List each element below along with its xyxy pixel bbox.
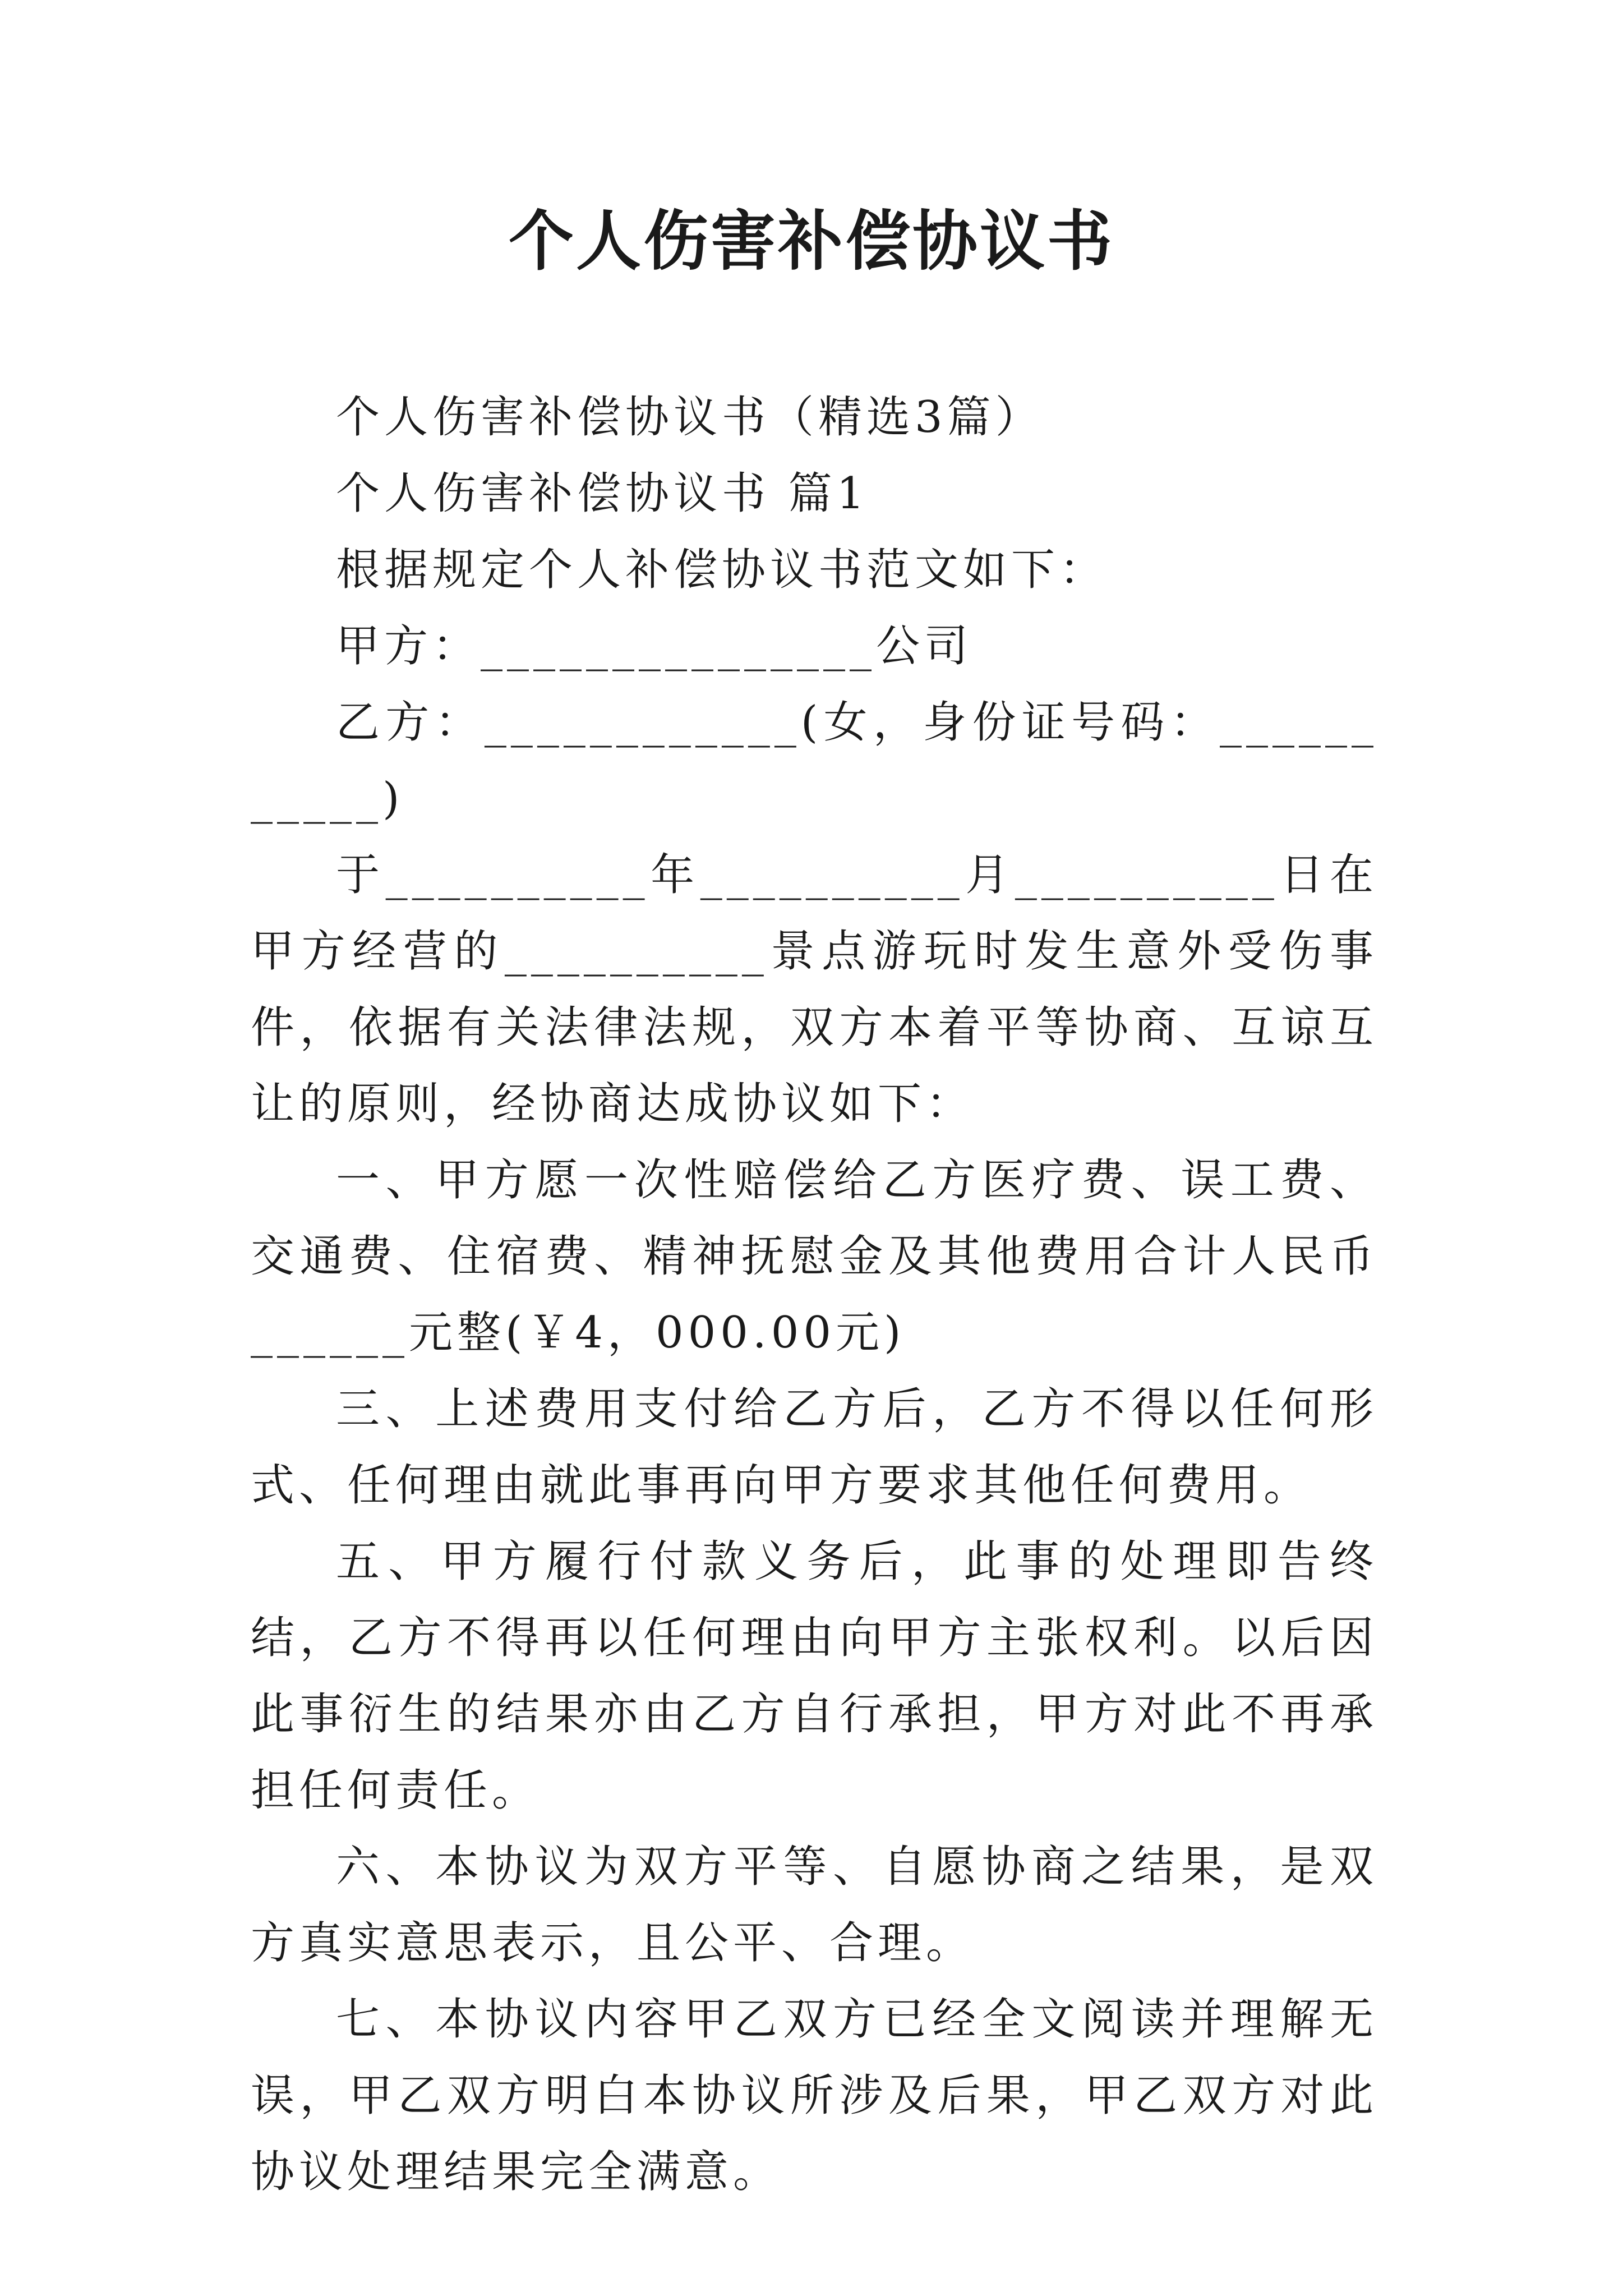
- paragraph-clause-3: 三、上述费用支付给乙方后，乙方不得以任何形式、任何理由就此事再向甲方要求其他任何费用。: [251, 1384, 1378, 1511]
- paragraph-incident: 于__________年__________月__________日在甲方经营的__________景点游玩时发生意外受伤事件，依据有关法律法规，双方本着平等协商、互谅互让的原则，经协商达成协议如下：: [251, 850, 1378, 1129]
- paragraph-party-b: 乙方：____________(女，身份证号码：___________): [251, 697, 1378, 824]
- paragraph-party-a: 甲方：_______________公司: [336, 621, 973, 671]
- document-body: [251, 379, 1378, 2210]
- paragraph-intro: 根据规定个人补偿协议书范文如下：: [336, 545, 1108, 595]
- paragraph-clause-7: 七、本协议内容甲乙双方已经全文阅读并理解无误，甲乙双方明白本协议所涉及后果，甲乙双方对此协议处理结果完全满意。: [251, 1994, 1378, 2197]
- paragraph-subtitle: 个人伤害补偿协议书（精选3篇）: [336, 392, 1044, 443]
- paragraph-section-heading: 个人伤害补偿协议书 篇1: [336, 468, 869, 519]
- paragraph-clause-1: 一、甲方愿一次性赔偿给乙方医疗费、误工费、交通费、住宿费、精神抚慰金及其他费用合计人民币______元整(￥4，000.00元): [251, 1155, 1378, 1358]
- document-title: 个人伤害补偿协议书: [509, 203, 1114, 279]
- paragraph-clause-5: 五、甲方履行付款义务后，此事的处理即告终结，乙方不得再以任何理由向甲方主张权利。以后因此事衍生的结果亦由乙方自行承担，甲方对此不再承担任何责任。: [251, 1536, 1378, 1816]
- paragraph-clause-6: 六、本协议为双方平等、自愿协商之结果，是双方真实意思表示，且公平、合理。: [251, 1842, 1378, 1968]
